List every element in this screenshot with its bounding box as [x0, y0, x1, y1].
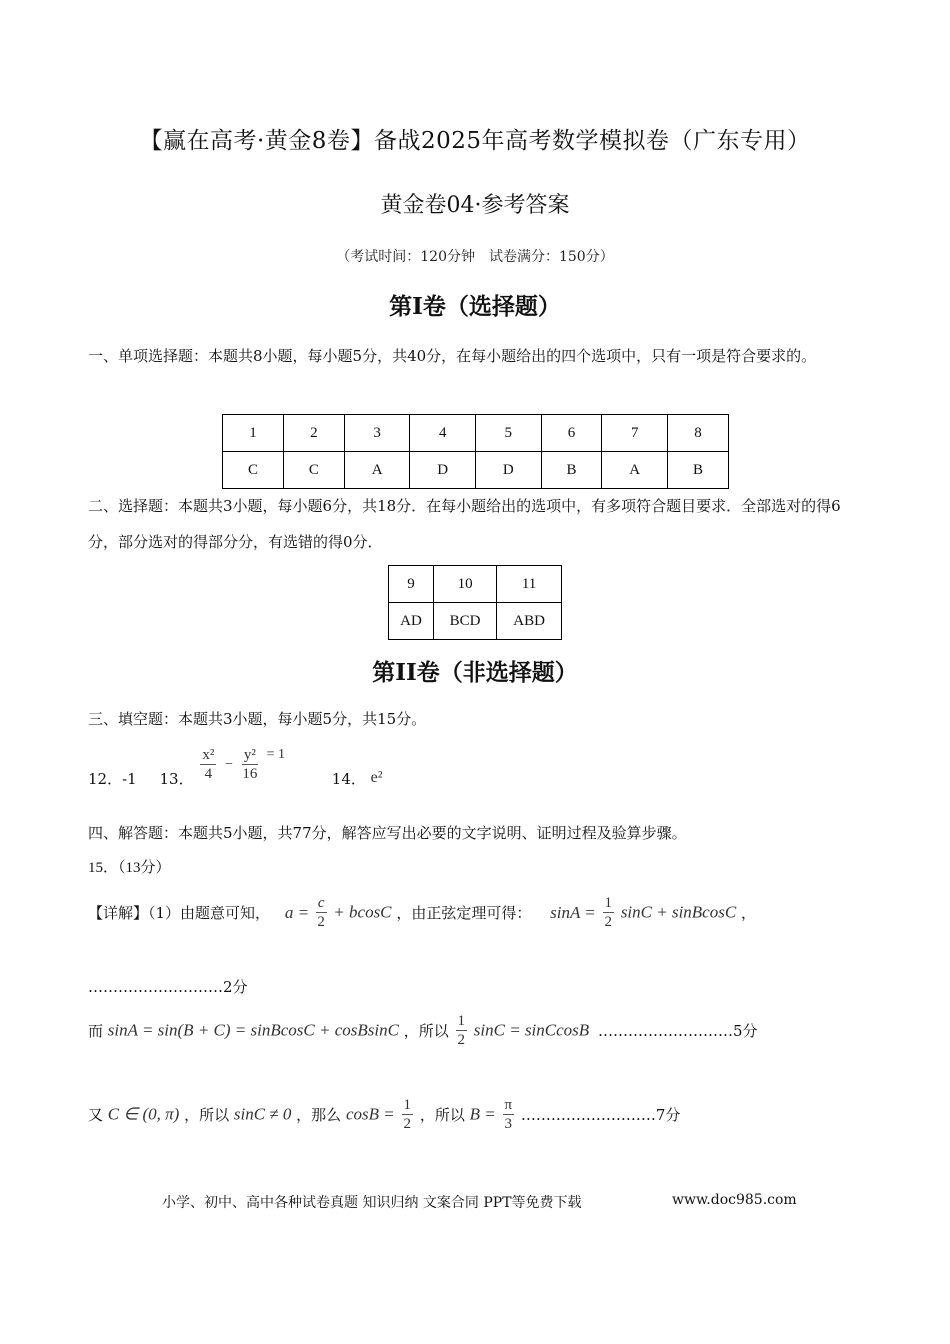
- table-cell: AD: [389, 603, 434, 640]
- exam-info: （考试时间：120分钟 试卷满分：150分）: [336, 249, 614, 265]
- math-expression: a =: [284, 902, 310, 922]
- math-fraction: $\frac{1}{2}$: [604, 895, 613, 930]
- math-expression: B =: [469, 1104, 496, 1124]
- math-expression: sinA =: [550, 902, 596, 922]
- table-cell: A: [344, 452, 410, 489]
- table-cell: C: [223, 452, 284, 489]
- document-subtitle: 黄金卷04·参考答案: [380, 193, 570, 218]
- q13-fraction-y: $\frac{\text{y²}}{16}$: [242, 747, 258, 782]
- table-row: [389, 603, 562, 640]
- part1-heading: 第I卷（选择题）: [389, 293, 561, 320]
- solution-text: ，所以: [403, 1022, 449, 1040]
- equals-one: = 1: [266, 746, 286, 762]
- table-cell: A: [602, 452, 668, 489]
- section2-instructions: 二、选择题：本题共3小题，每小题6分，共18分．在每小题给出的选项中，有多项符合题目要求．全部选对的得6分，部分选对的得部分分，有选错的得0分．: [88, 497, 841, 551]
- q13-fraction-x: $\frac{\text{x²}}{4}$: [202, 747, 215, 782]
- section3-instructions: 三、填空题：本题共3小题，每小题5分，共15分。: [88, 710, 427, 728]
- math-expression: cosB =: [345, 1104, 395, 1124]
- q13-label: 13．: [159, 770, 194, 788]
- math-fraction: $\frac{\pi}{3}$: [504, 1097, 513, 1132]
- solution-text: ，: [740, 904, 756, 922]
- math-expression: + bcosC: [333, 902, 392, 922]
- table-cell: BCD: [433, 603, 496, 640]
- table-cell: 6: [541, 415, 602, 452]
- table-cell: 5: [475, 415, 541, 452]
- solution-text: ，所以: [419, 1106, 465, 1124]
- solution-intro: 【详解】（1）由题意可知，: [88, 904, 271, 922]
- table-row: [223, 452, 729, 489]
- footer-url[interactable]: www.doc985.com: [672, 1192, 797, 1208]
- math-fraction: $\frac{c}{2}$: [317, 895, 325, 930]
- table-cell: 3: [344, 415, 410, 452]
- solution-text: ，所以: [184, 1106, 230, 1124]
- score-marker-2: ………………………2分: [88, 978, 248, 996]
- section4-instructions: 四、解答题：本题共5小题，共77分，解答应写出必要的文字说明、证明过程及验算步骤。: [88, 824, 687, 842]
- q14-answer: e²: [370, 768, 383, 786]
- math-fraction: $\frac{1}{2}$: [457, 1013, 466, 1048]
- solution-line-2: [88, 1012, 758, 1049]
- solution-text: 又: [88, 1106, 104, 1124]
- part2-heading: 第II卷（非选择题）: [372, 659, 578, 686]
- q14-label: 14．: [331, 770, 366, 788]
- table-cell: 2: [283, 415, 344, 452]
- math-expression: sinA = sin(B + C) = sinBcosC + cosBsinC: [107, 1020, 399, 1040]
- q12-answer: 12．-1: [88, 770, 137, 788]
- solution-line-3: [88, 1096, 680, 1133]
- answer-table-1: [222, 414, 729, 489]
- table-cell: 11: [497, 566, 562, 603]
- table-row: [389, 566, 562, 603]
- table-cell: 10: [433, 566, 496, 603]
- answer-table-2: [388, 565, 562, 640]
- table-cell: ABD: [497, 603, 562, 640]
- solution-text: ，由正弦定理可得：: [396, 904, 532, 922]
- document-title: 【赢在高考·黄金8卷】备战2025年高考数学模拟卷（广东专用）: [139, 128, 811, 154]
- table-cell: D: [475, 452, 541, 489]
- table-cell: B: [541, 452, 602, 489]
- solution-text: 而: [88, 1022, 104, 1040]
- score-marker-5: ………………………5分: [597, 1022, 758, 1040]
- math-expression: sinC ≠ 0: [233, 1104, 292, 1124]
- score-marker-7: ………………………7分: [520, 1106, 681, 1124]
- section1-instructions: 一、单项选择题：本题共8小题，每小题5分，共40分，在每小题给出的四个选项中，只有一项是符合要求的。: [88, 347, 817, 365]
- fill-in-answers: [88, 740, 383, 790]
- table-cell: 7: [602, 415, 668, 452]
- math-expression: sinC = sinCcosB: [473, 1020, 590, 1040]
- table-row: [223, 415, 729, 452]
- table-cell: 1: [223, 415, 284, 452]
- math-fraction: $\frac{1}{2}$: [403, 1097, 412, 1132]
- table-cell: B: [667, 452, 728, 489]
- table-cell: 9: [389, 566, 434, 603]
- table-cell: 8: [667, 415, 728, 452]
- math-expression: C ∈ (0, π): [107, 1104, 180, 1124]
- solution-line-1: [88, 894, 756, 931]
- solution-text: ，那么: [296, 1106, 342, 1124]
- q15-header: 15．（13分）: [88, 860, 171, 876]
- table-cell: 4: [410, 415, 476, 452]
- table-cell: C: [283, 452, 344, 489]
- math-expression: sinC + sinBcosC: [620, 902, 737, 922]
- footer-text: 小学、初中、高中各种试卷真题 知识归纳 文案合同 PPT等免费下载: [162, 1195, 582, 1211]
- minus-sign: −: [225, 756, 234, 772]
- table-cell: D: [410, 452, 476, 489]
